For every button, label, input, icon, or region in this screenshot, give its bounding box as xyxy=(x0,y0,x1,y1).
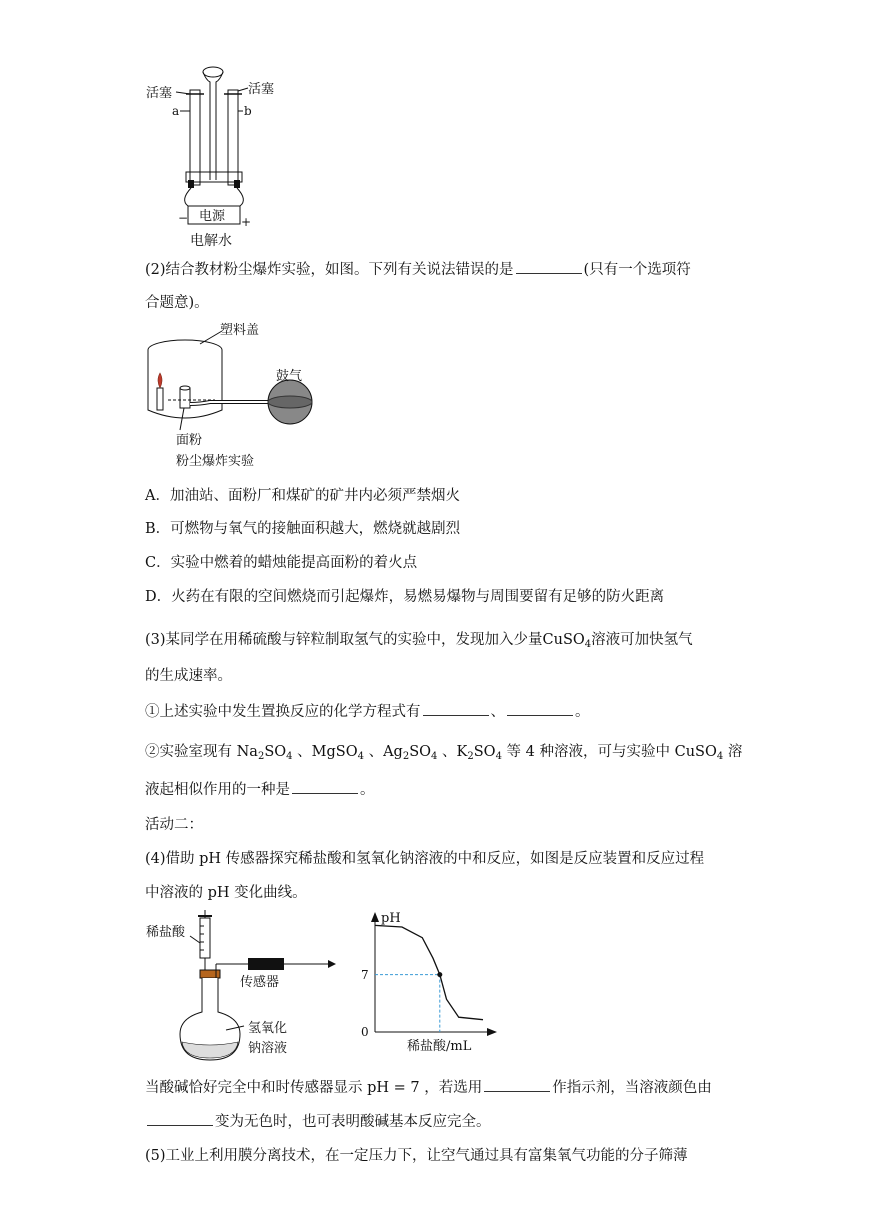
question-5-line1: (5)工业上利用膜分离技术，在一定压力下，让空气通过具有富集氧气功能的分子筛薄 xyxy=(145,1148,688,1164)
option-a: A．加油站、面粉厂和煤矿的矿井内必须严禁烟火 xyxy=(145,488,460,504)
ph-curve-chart xyxy=(355,908,505,1058)
y-axis-arrow xyxy=(371,912,379,922)
plus-sign: + xyxy=(241,215,252,229)
answer-blank-equation-2[interactable] xyxy=(507,703,573,716)
question-2-line1: (2)结合教材粉尘爆炸实验，如图。下列有关说法错误的是 (只有一个选项符 xyxy=(145,262,691,278)
option-d: D．火药在有限的空间燃烧而引起爆炸，易燃易爆物与周围要留有足够的防火距离 xyxy=(145,589,665,605)
answer-blank-solution[interactable] xyxy=(292,781,358,794)
question-4-line1: (4)借助 pH 传感器探究稀盐酸和氢氧化钠溶液的中和反应，如图是反应装置和反应过程 xyxy=(145,851,705,867)
sensor-label: 传感器 xyxy=(240,975,280,990)
power-source-label: 电源 xyxy=(199,209,226,224)
answer-blank-color[interactable] xyxy=(147,1113,213,1126)
stopcock-left-label: 活塞 xyxy=(146,86,173,101)
question-4-line2: 中溶液的 pH 变化曲线。 xyxy=(145,885,307,901)
naoh-label-line2: 钠溶液 xyxy=(248,1041,288,1056)
neutralization-apparatus-drawing xyxy=(140,908,340,1068)
naoh-label-line1: 氢氧化 xyxy=(248,1021,288,1036)
ph-series-line xyxy=(375,925,483,1019)
neutralization-apparatus-figure xyxy=(140,908,340,1068)
question-4-answer-line2: 变为无色时，也可表明酸碱基本反应完全。 xyxy=(145,1110,491,1131)
answer-blank-indicator[interactable] xyxy=(484,1079,550,1092)
question-3-sub2-line2: 液起相似作用的一种是 。 xyxy=(145,782,375,798)
option-c: C．实验中燃着的蜡烛能提高面粉的着火点 xyxy=(145,555,418,571)
electrolysis-apparatus-drawing xyxy=(140,60,290,252)
tube-a-label: a xyxy=(172,104,180,118)
question-3-line2: 的生成速率。 xyxy=(145,668,232,684)
answer-blank-equation-1[interactable] xyxy=(423,703,489,716)
dust-explosion-caption: 粉尘爆炸实验 xyxy=(176,454,255,469)
question-3-sub1: ①上述实验中发生置换反应的化学方程式有 、 。 xyxy=(145,704,590,720)
x-axis-label: 稀盐酸/mL xyxy=(407,1039,472,1054)
y-tick-7: 7 xyxy=(361,968,369,982)
dust-explosion-drawing xyxy=(140,318,330,474)
answer-blank-q2[interactable] xyxy=(516,261,582,274)
flour-label: 面粉 xyxy=(176,433,203,448)
dust-explosion-figure xyxy=(140,318,330,474)
acid-label: 稀盐酸 xyxy=(146,925,186,940)
question-2-line2: 合题意)。 xyxy=(145,295,209,311)
electrolysis-caption: 电解水 xyxy=(190,233,232,249)
equivalence-point xyxy=(437,972,442,977)
blow-label: 鼓气 xyxy=(276,369,303,384)
question-3-sub2-line1: ②实验室现有 $Na_2SO_4$ 、MgSO$_4$ 、$Ag_2SO_4$ 、$K_2SO_4$ 等 4 种溶液，可与实验中 CuSO$_4$ 溶 xyxy=(145,744,743,762)
minus-sign: − xyxy=(178,211,189,225)
y-tick-0: 0 xyxy=(361,1025,369,1039)
electrolysis-figure xyxy=(140,60,290,252)
ph-curve-svg xyxy=(355,908,505,1058)
stopcock-right-label: 活塞 xyxy=(248,82,275,97)
y-axis-label: pH xyxy=(381,911,401,926)
question-3-line1: (3)某同学在用稀硫酸与锌粒制取氢气的实验中，发现加入少量CuSO$_4$溶液可加快氢气 xyxy=(145,632,693,650)
tube-b-label: b xyxy=(244,104,252,118)
option-b: B．可燃物与氧气的接触面积越大，燃烧就越剧烈 xyxy=(145,521,461,537)
activity-2-heading: 活动二： xyxy=(145,817,203,833)
x-axis-arrow xyxy=(487,1028,497,1036)
lid-label: 塑料盖 xyxy=(220,323,260,338)
question-4-answer-line1: 当酸碱恰好完全中和时传感器显示 pH = 7 ，若选用 作指示剂，当溶液颜色由 xyxy=(145,1080,712,1096)
